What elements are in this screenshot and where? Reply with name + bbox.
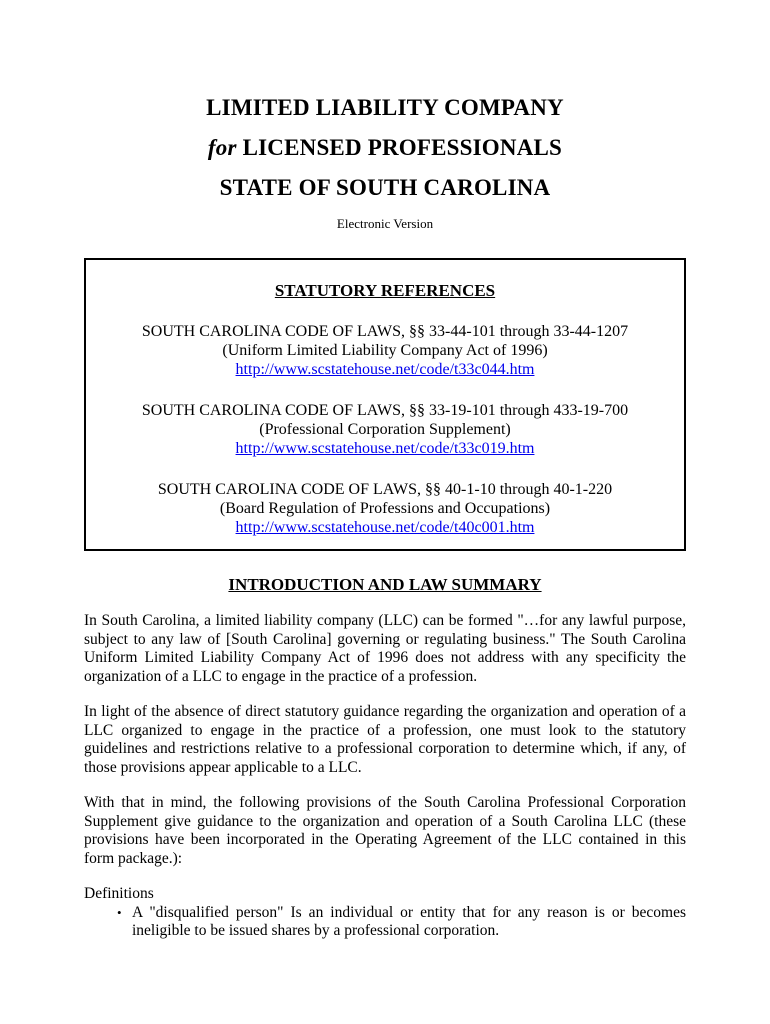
definition-list-item — [84, 904, 686, 941]
statutory-references-box — [84, 258, 686, 551]
statute-link[interactable]: http://www.scstatehouse.net/code/t33c019.htm — [235, 440, 535, 457]
definition-text: A "disqualified person" Is an individual or entity that for any reason is or becomes ineligible to be issued shares by a professional corporation. — [132, 903, 686, 939]
reference-act-name: (Uniform Limited Liability Company Act of 1996) — [222, 342, 548, 359]
statutory-references-heading: STATUTORY REFERENCES — [274, 281, 496, 300]
reference-item — [98, 322, 672, 379]
bullet-icon: • — [117, 904, 122, 920]
reference-citation: SOUTH CAROLINA CODE OF LAWS, §§ 40-1-10 through 40-1-220 — [157, 481, 613, 498]
definitions-label: Definitions — [84, 885, 154, 902]
electronic-version-subtitle: Electronic Version — [336, 216, 434, 231]
title-line-3: STATE OF SOUTH CAROLINA — [219, 175, 551, 200]
title-line-2-rest: LICENSED PROFESSIONALS — [236, 135, 563, 160]
reference-act-name: (Board Regulation of Professions and Occupations) — [219, 500, 551, 517]
intro-paragraph: In South Carolina, a limited liability company (LLC) can be formed "…for any lawful purpose, subject to any law of [South Carolina] governing or regulating business." The South Carolina Uniform Limited Liability Company Act of 1996 does not address with any specificity the organization of a LLC to engage in the practice of a profession. — [84, 612, 686, 685]
reference-item — [98, 401, 672, 458]
reference-item — [98, 480, 672, 537]
statute-link[interactable]: http://www.scstatehouse.net/code/t40c001.htm — [235, 519, 535, 536]
title-for-word: for — [207, 135, 237, 160]
reference-citation: SOUTH CAROLINA CODE OF LAWS, §§ 33-19-101 through 433-19-700 — [141, 402, 629, 419]
title-line-2 — [84, 128, 686, 168]
statute-link[interactable]: http://www.scstatehouse.net/code/t33c044.htm — [235, 361, 535, 378]
introduction-heading: INTRODUCTION AND LAW SUMMARY — [228, 575, 542, 594]
reference-citation: SOUTH CAROLINA CODE OF LAWS, §§ 33-44-101 through 33-44-1207 — [141, 323, 629, 340]
reference-act-name: (Professional Corporation Supplement) — [259, 421, 511, 438]
document-title-block — [84, 88, 686, 232]
intro-paragraph: In light of the absence of direct statutory guidance regarding the organization and operation of a LLC organized to engage in the practice of a profession, one must look to the statutory guidelines and restrictions relative to a professional corporation to determine which, if any, of those provisions appear applicable to a LLC. — [84, 703, 686, 776]
intro-paragraph: With that in mind, the following provisions of the South Carolina Professional Corporation Supplement give guidance to the organization and operation of a South Carolina LLC (these provisions have been incorporated in the Operating Agreement of the LLC contained in this form package.): — [84, 794, 686, 867]
title-line-1: LIMITED LIABILITY COMPANY — [206, 95, 564, 120]
introduction-section — [84, 575, 686, 941]
